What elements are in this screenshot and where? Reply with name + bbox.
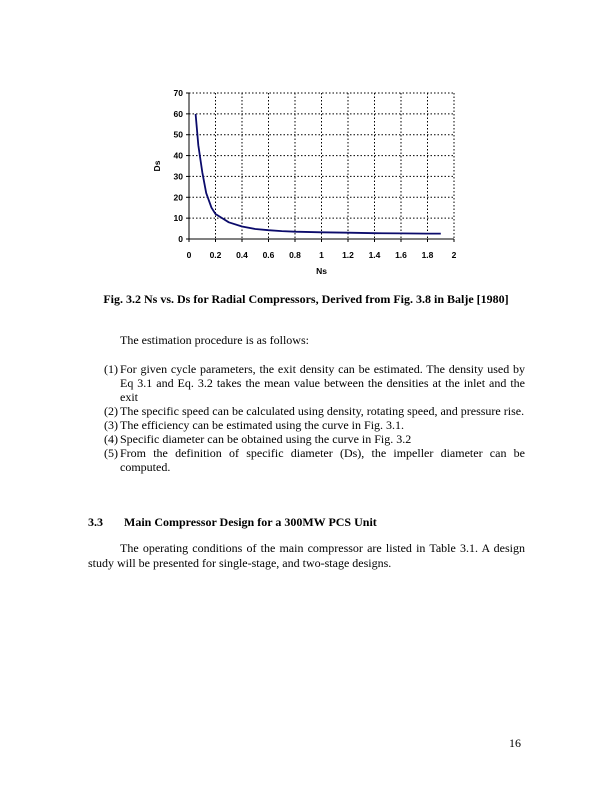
x-tick-label: 0.4	[236, 250, 248, 260]
y-tick-label: 10	[173, 213, 183, 224]
chart-grid	[189, 93, 454, 239]
x-tick-label: 1	[319, 250, 324, 260]
procedure-step	[104, 446, 525, 474]
step-number: (3)	[104, 418, 118, 432]
x-tick-label: 1.4	[368, 250, 381, 260]
step-number: (5)	[104, 446, 118, 460]
section-title: Main Compressor Design for a 300MW PCS Unit	[124, 515, 377, 529]
y-tick-label: 30	[173, 171, 183, 182]
step-text: From the definition of specific diameter (Ds), the impeller diameter can be computed.	[120, 446, 525, 474]
procedure-step	[104, 432, 525, 446]
x-tick-label: 1.2	[342, 250, 354, 260]
section-number: 3.3	[88, 515, 103, 529]
x-tick-label: 0.8	[289, 250, 301, 260]
procedure-step	[104, 418, 525, 432]
intro-paragraph: The estimation procedure is as follows:	[120, 333, 309, 347]
y-tick-label: 0	[178, 234, 183, 244]
page-number: 16	[509, 736, 521, 750]
procedure-step	[104, 362, 525, 404]
step-text: Specific diameter can be obtained using the curve in Fig. 3.2	[120, 432, 412, 446]
x-axis-label: Ns	[316, 266, 327, 276]
y-tick-label: 60	[173, 108, 183, 119]
y-tick-label: 20	[173, 192, 183, 203]
x-axis-ticks	[187, 239, 457, 260]
step-number: (4)	[104, 432, 118, 446]
procedure-steps	[104, 362, 525, 474]
ds-curve	[196, 114, 441, 234]
section-heading	[88, 515, 377, 530]
figure-caption: Fig. 3.2 Ns vs. Ds for Radial Compressors, Derived from Fig. 3.8 in Balje [1980]	[103, 292, 509, 306]
y-tick-label: 70	[173, 88, 183, 98]
step-text: The specific speed can be calculated using density, rotating speed, and pressure rise.	[120, 404, 525, 418]
x-tick-label: 1.8	[421, 250, 434, 260]
section-body-paragraph: The operating conditions of the main compressor are listed in Table 3.1. A design study will be presented for single-stage, and two-stage designs.	[88, 541, 525, 570]
step-number: (2)	[104, 404, 118, 418]
step-text: For given cycle parameters, the exit density can be estimated. The density used by Eq 3.1 and Eq. 3.2 takes the mean value between the densities at the inlet and the exit	[120, 362, 525, 404]
x-tick-label: 2	[451, 250, 457, 260]
procedure-step	[104, 404, 525, 418]
y-axis-ticks	[174, 88, 189, 244]
x-tick-label: 0.6	[262, 250, 275, 260]
y-axis-label: Ds	[152, 160, 162, 172]
y-tick-label: 40	[173, 150, 183, 161]
ns-vs-ds-chart	[140, 80, 480, 280]
y-tick-label: 50	[173, 129, 183, 140]
step-text: The efficiency can be estimated using the curve in Fig. 3.1.	[120, 418, 405, 432]
step-number: (1)	[104, 362, 118, 376]
x-tick-label: 1.6	[395, 250, 407, 260]
x-tick-label: 0.2	[209, 250, 222, 260]
x-tick-label: 0	[186, 250, 192, 260]
